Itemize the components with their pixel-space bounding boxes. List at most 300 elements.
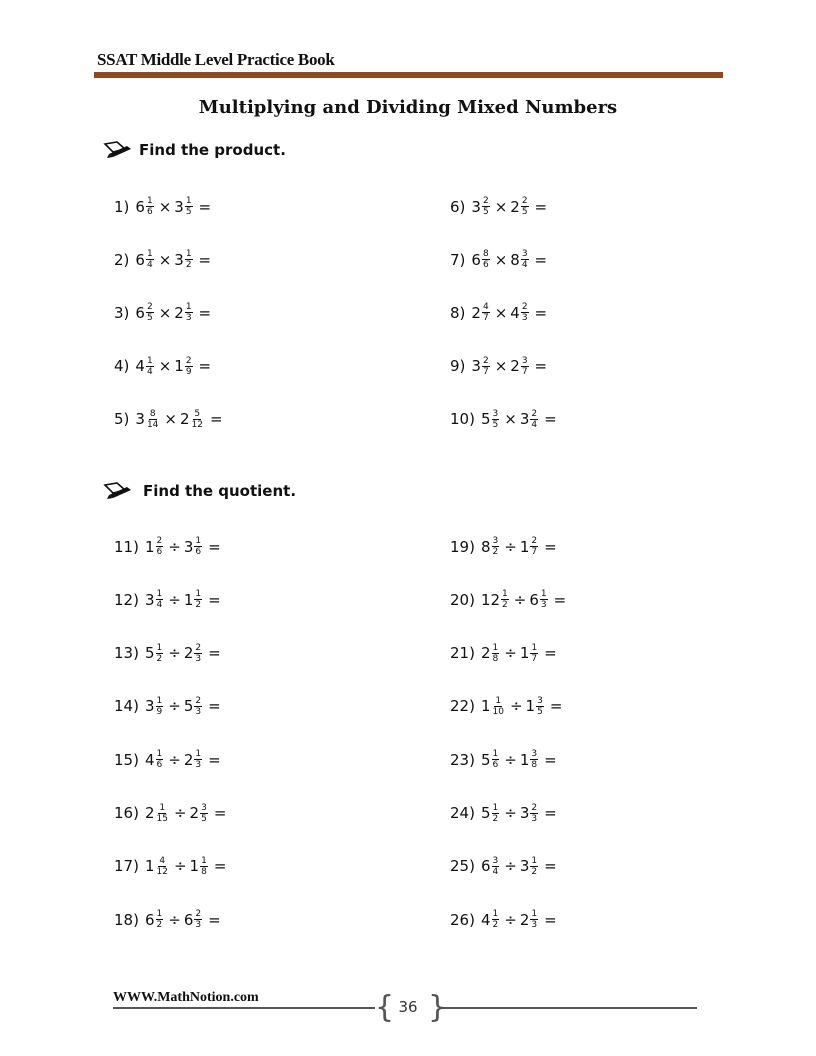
fraction	[530, 803, 538, 824]
numerator: 1	[146, 355, 153, 366]
fraction	[194, 909, 202, 930]
footer-url: WWW.MathNotion.com	[113, 990, 259, 1005]
denominator: 3	[195, 706, 202, 717]
denominator: 2	[492, 920, 499, 931]
denominator: 2	[531, 866, 538, 877]
whole-number: 1	[519, 750, 530, 769]
numerator: 1	[159, 802, 166, 813]
whole-number: 6	[135, 303, 145, 322]
numerator: 1	[195, 749, 202, 760]
numerator: 2	[521, 302, 528, 313]
fraction	[492, 409, 500, 430]
fraction	[492, 803, 500, 824]
divide-sign: ÷	[504, 804, 517, 822]
right-brace-icon: }	[428, 990, 448, 1025]
numerator: 3	[521, 355, 528, 366]
numerator: 2	[185, 355, 192, 366]
book-title: SSAT Middle Level Practice Book	[97, 50, 335, 69]
fraction	[540, 589, 548, 610]
numerator: 8	[482, 249, 489, 260]
fraction	[536, 696, 544, 717]
section-heading-quotient	[103, 481, 296, 501]
numerator: 2	[531, 536, 538, 546]
numerator: 1	[185, 196, 192, 206]
multiply-sign: ×	[504, 410, 517, 429]
problem-item	[114, 856, 226, 877]
left-brace-icon: {	[375, 990, 395, 1025]
denominator: 2	[502, 600, 508, 611]
numerator: 2	[195, 909, 202, 920]
whole-number: 3	[174, 197, 184, 216]
whole-number: 3	[174, 250, 184, 269]
equals-sign: =	[198, 357, 212, 376]
page-number: 36	[398, 998, 418, 1016]
multiply-sign: ×	[494, 357, 508, 376]
problem-number: 18)	[114, 910, 139, 929]
problem-number: 17)	[114, 857, 139, 876]
problem-item	[450, 643, 557, 664]
fraction	[200, 803, 208, 824]
numerator: 3	[521, 249, 528, 260]
equals-sign: =	[544, 857, 557, 876]
fraction	[492, 643, 500, 664]
problem-number: 11)	[114, 537, 139, 556]
whole-number: 3	[144, 697, 155, 716]
denominator: 12	[191, 419, 203, 430]
denominator: 8	[492, 653, 499, 664]
denominator: 2	[195, 600, 202, 611]
numerator: 1	[201, 855, 207, 866]
whole-number: 6	[529, 590, 539, 609]
whole-number: 1	[174, 357, 184, 376]
equals-sign: =	[213, 857, 227, 876]
equals-sign: =	[553, 590, 567, 609]
numerator: 4	[159, 855, 166, 866]
fraction	[521, 249, 529, 270]
fraction	[492, 856, 500, 877]
whole-number: 5	[480, 750, 491, 769]
denominator: 5	[482, 207, 489, 217]
numerator: 1	[195, 536, 202, 546]
denominator: 3	[195, 920, 202, 931]
whole-number: 1	[144, 537, 155, 556]
divide-sign: ÷	[513, 590, 527, 609]
denominator: 2	[185, 260, 192, 271]
problem-number: 12)	[114, 590, 139, 609]
whole-number: 4	[510, 303, 520, 322]
problem-number: 7)	[450, 250, 466, 269]
numerator: 3	[492, 855, 499, 866]
numerator: 2	[482, 355, 489, 366]
fraction	[482, 196, 490, 217]
whole-number: 2	[510, 357, 520, 376]
denominator: 4	[156, 600, 163, 611]
equals-sign: =	[544, 910, 557, 929]
fraction	[146, 409, 159, 430]
numerator: 1	[156, 909, 163, 920]
problem-number: 6)	[450, 197, 466, 216]
problem-number: 1)	[114, 197, 130, 216]
problem-number: 14)	[114, 697, 139, 716]
denominator: 7	[521, 366, 528, 377]
equals-sign: =	[198, 250, 212, 269]
whole-number: 1	[519, 644, 530, 663]
whole-number: 1	[144, 857, 155, 876]
numerator: 1	[185, 249, 192, 260]
problem-number: 2)	[114, 250, 130, 269]
header-rule	[94, 72, 723, 78]
equals-sign: =	[208, 697, 221, 716]
whole-number: 1	[480, 697, 491, 716]
fraction	[185, 249, 193, 270]
problem-item	[114, 249, 211, 270]
numerator: 1	[531, 855, 538, 866]
divide-sign: ÷	[504, 537, 517, 556]
problem-item	[450, 589, 566, 610]
whole-number: 1	[519, 537, 530, 556]
whole-number: 3	[471, 357, 481, 376]
fraction	[482, 302, 490, 323]
whole-number: 6	[135, 197, 145, 216]
divide-sign: ÷	[168, 750, 181, 769]
problem-item	[114, 643, 221, 664]
denominator: 6	[156, 547, 163, 557]
multiply-sign: ×	[158, 357, 172, 376]
divide-sign: ÷	[504, 644, 517, 663]
denominator: 2	[492, 813, 499, 824]
denominator: 5	[201, 813, 207, 824]
denominator: 5	[492, 419, 499, 430]
numerator: 1	[156, 642, 163, 653]
denominator: 6	[482, 260, 489, 271]
fraction	[146, 249, 154, 270]
fraction	[191, 409, 204, 430]
multiply-sign: ×	[158, 250, 172, 269]
numerator: 3	[492, 408, 499, 419]
fraction	[530, 536, 538, 557]
whole-number: 3	[519, 857, 530, 876]
fraction	[530, 643, 538, 664]
whole-number: 3	[471, 197, 481, 216]
fraction	[492, 909, 500, 930]
problem-number: 24)	[450, 804, 475, 822]
problem-number: 22)	[450, 697, 475, 716]
problem-number: 26)	[450, 910, 475, 929]
multiply-sign: ×	[494, 197, 508, 216]
equals-sign: =	[198, 303, 212, 322]
fraction	[156, 749, 164, 770]
section-heading-product	[103, 140, 286, 160]
numerator: 2	[531, 802, 538, 813]
numerator: 2	[482, 196, 489, 206]
fraction	[482, 356, 490, 377]
problem-item	[114, 356, 211, 377]
fraction	[521, 196, 529, 217]
section-label: Find the quotient.	[143, 482, 297, 500]
whole-number: 1	[183, 590, 194, 609]
numerator: 1	[156, 749, 163, 760]
numerator: 2	[195, 642, 202, 653]
whole-number: 4	[144, 750, 155, 769]
equals-sign: =	[549, 697, 563, 716]
denominator: 3	[185, 313, 192, 324]
numerator: 2	[146, 302, 153, 313]
whole-number: 2	[183, 644, 194, 663]
whole-number: 6	[480, 857, 491, 876]
problem-number: 25)	[450, 857, 475, 876]
equals-sign: =	[209, 410, 223, 429]
problem-number: 16)	[114, 804, 139, 822]
fraction	[530, 749, 538, 770]
multiply-sign: ×	[494, 250, 508, 269]
fraction	[156, 696, 164, 717]
denominator: 9	[185, 366, 192, 377]
divide-sign: ÷	[504, 857, 517, 876]
equals-sign: =	[208, 590, 221, 609]
fraction	[521, 302, 529, 323]
numerator: 1	[492, 909, 499, 920]
denominator: 3	[531, 920, 538, 931]
fraction	[482, 249, 490, 270]
numerator: 1	[146, 249, 153, 260]
whole-number: 4	[135, 357, 145, 376]
problem-item	[114, 803, 226, 824]
multiply-sign: ×	[158, 303, 172, 322]
section-label: Find the product.	[139, 141, 286, 159]
fraction	[194, 589, 202, 610]
denominator: 2	[156, 653, 163, 664]
denominator: 7	[531, 653, 538, 664]
numerator: 1	[502, 589, 508, 600]
denominator: 3	[195, 653, 202, 664]
whole-number: 12	[480, 590, 501, 609]
denominator: 5	[146, 313, 153, 324]
problem-item	[450, 803, 557, 824]
problem-item	[450, 409, 557, 430]
problem-number: 15)	[114, 750, 139, 769]
numerator: 3	[201, 802, 207, 813]
problem-item	[450, 302, 547, 323]
denominator: 5	[537, 706, 543, 717]
numerator: 1	[492, 749, 499, 760]
divide-sign: ÷	[168, 644, 181, 663]
whole-number: 2	[174, 303, 184, 322]
fraction	[194, 749, 202, 770]
numerator: 4	[482, 302, 489, 313]
denominator: 8	[531, 760, 538, 771]
numerator: 2	[195, 695, 202, 706]
denominator: 8	[201, 866, 207, 877]
problem-item	[114, 536, 221, 557]
problem-item	[450, 749, 557, 770]
problem-item	[450, 696, 562, 717]
whole-number: 3	[144, 590, 155, 609]
numerator: 3	[537, 695, 543, 706]
whole-number: 6	[471, 250, 481, 269]
divide-sign: ÷	[168, 910, 181, 929]
problem-item	[450, 356, 547, 377]
fraction	[200, 856, 208, 877]
problem-item	[450, 856, 557, 877]
whole-number: 6	[135, 250, 145, 269]
whole-number: 1	[525, 697, 536, 716]
denominator: 4	[492, 866, 499, 877]
fraction	[156, 856, 169, 877]
fraction	[156, 643, 164, 664]
fraction	[194, 696, 202, 717]
numerator: 1	[531, 642, 538, 653]
denominator: 3	[195, 760, 202, 771]
equals-sign: =	[544, 644, 557, 663]
numerator: 3	[531, 749, 538, 760]
problem-item	[450, 909, 557, 930]
problem-number: 8)	[450, 303, 466, 322]
whole-number: 6	[183, 910, 194, 929]
denominator: 5	[185, 207, 192, 217]
numerator: 3	[492, 536, 499, 546]
whole-number: 4	[480, 910, 491, 929]
problem-item	[114, 589, 221, 610]
whole-number: 2	[144, 804, 155, 822]
numerator: 1	[156, 589, 163, 600]
numerator: 1	[146, 196, 153, 206]
whole-number: 6	[144, 910, 155, 929]
fraction	[492, 696, 505, 717]
fraction	[156, 803, 169, 824]
numerator: 1	[531, 909, 538, 920]
denominator: 9	[156, 706, 163, 717]
fraction	[185, 302, 193, 323]
denominator: 3	[531, 813, 538, 824]
problem-item	[114, 409, 223, 430]
whole-number: 1	[189, 857, 200, 876]
whole-number: 2	[510, 197, 520, 216]
whole-number: 3	[135, 410, 145, 429]
multiply-sign: ×	[494, 303, 508, 322]
denominator: 7	[482, 366, 489, 377]
multiply-sign: ×	[158, 197, 172, 216]
denominator: 3	[540, 600, 547, 611]
equals-sign: =	[544, 804, 557, 822]
denominator: 4	[146, 366, 153, 377]
numerator: 8	[149, 408, 156, 419]
denominator: 7	[482, 313, 489, 324]
denominator: 4	[146, 260, 153, 271]
fraction	[530, 856, 538, 877]
whole-number: 2	[471, 303, 481, 322]
denominator: 7	[531, 547, 538, 557]
numerator: 1	[492, 802, 499, 813]
equals-sign: =	[544, 537, 557, 556]
whole-number: 3	[519, 804, 530, 822]
divide-sign: ÷	[173, 804, 187, 822]
divide-sign: ÷	[168, 697, 181, 716]
problem-item	[450, 196, 547, 217]
numerator: 1	[495, 695, 502, 706]
pencil-paper-icon	[103, 481, 133, 501]
whole-number: 2	[480, 644, 491, 663]
equals-sign: =	[544, 750, 557, 769]
problem-item	[114, 196, 211, 217]
denominator: 4	[521, 260, 528, 271]
equals-sign: =	[208, 910, 221, 929]
fraction	[194, 536, 202, 557]
denominator: 6	[146, 207, 153, 217]
equals-sign: =	[544, 410, 557, 429]
numerator: 2	[521, 196, 528, 206]
fraction	[530, 909, 538, 930]
problem-number: 13)	[114, 644, 139, 663]
divide-sign: ÷	[504, 750, 517, 769]
fraction	[156, 536, 164, 557]
fraction	[530, 409, 538, 430]
whole-number: 5	[480, 804, 491, 822]
fraction	[146, 356, 154, 377]
numerator: 5	[194, 408, 201, 419]
fraction	[156, 909, 164, 930]
whole-number: 3	[519, 410, 530, 429]
denominator: 4	[531, 419, 538, 430]
denominator: 6	[195, 547, 202, 557]
numerator: 1	[492, 642, 499, 653]
equals-sign: =	[198, 197, 212, 216]
problem-item	[450, 249, 547, 270]
whole-number: 3	[183, 537, 194, 556]
whole-number: 2	[183, 750, 194, 769]
problem-item	[114, 696, 221, 717]
problem-item	[114, 909, 221, 930]
equals-sign: =	[534, 197, 548, 216]
equals-sign: =	[213, 804, 227, 822]
numerator: 1	[195, 589, 202, 600]
problem-number: 3)	[114, 303, 130, 322]
whole-number: 2	[179, 410, 190, 429]
problem-item	[114, 749, 221, 770]
whole-number: 2	[519, 910, 530, 929]
whole-number: 5	[183, 697, 194, 716]
fraction	[156, 589, 164, 610]
denominator: 2	[156, 920, 163, 931]
equals-sign: =	[534, 357, 548, 376]
pencil-paper-icon	[103, 140, 133, 160]
denominator: 6	[156, 760, 163, 771]
whole-number: 8	[510, 250, 520, 269]
problem-number: 19)	[450, 537, 475, 556]
denominator: 14	[146, 419, 159, 430]
whole-number: 5	[480, 410, 491, 429]
fraction	[501, 589, 509, 610]
divide-sign: ÷	[168, 590, 181, 609]
denominator: 6	[492, 760, 499, 771]
fraction	[146, 302, 154, 323]
numerator: 2	[156, 536, 163, 546]
denominator: 3	[521, 313, 528, 324]
numerator: 2	[531, 408, 538, 419]
divide-sign: ÷	[173, 857, 187, 876]
equals-sign: =	[534, 303, 548, 322]
problem-number: 9)	[450, 357, 466, 376]
multiply-sign: ×	[164, 410, 177, 429]
denominator: 12	[156, 866, 168, 877]
problem-number: 23)	[450, 750, 475, 769]
numerator: 1	[185, 302, 192, 313]
problem-item	[114, 302, 211, 323]
problem-number: 10)	[450, 410, 475, 429]
equals-sign: =	[534, 250, 548, 269]
denominator: 15	[156, 813, 168, 824]
problem-number: 21)	[450, 644, 475, 663]
fraction	[492, 536, 500, 557]
